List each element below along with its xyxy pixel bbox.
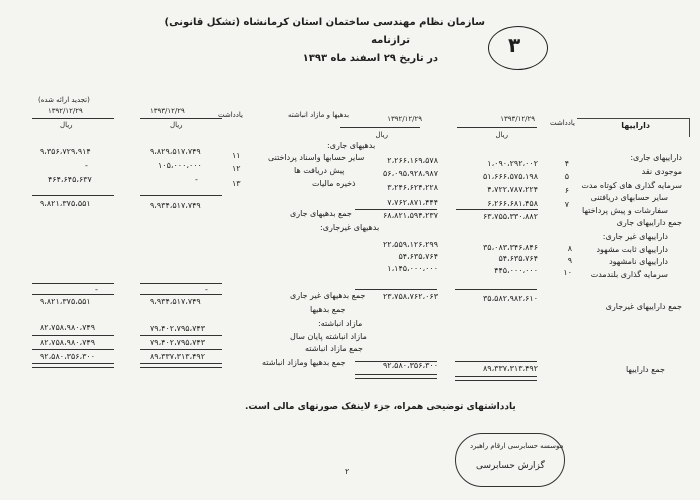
surplus-end-y1: ۷۹،۴۰۲،۷۹۵،۷۴۳ bbox=[150, 324, 206, 333]
liab-row-label-2: ذخیره مالیات bbox=[312, 179, 356, 188]
assets-grand-total-y1: ۸۹،۳۳۷،۳۱۳،۴۹۲ bbox=[482, 364, 538, 373]
assets-noncurrent-col1-rule bbox=[455, 289, 537, 290]
surplus-total-y1: ۷۹،۴۰۲،۷۹۵،۷۴۳ bbox=[150, 338, 206, 347]
assets-noncurrent-total-label: جمع داراییهای غیرجاری bbox=[605, 302, 682, 311]
liab-restated-label: (تجدید ارائه شده) bbox=[38, 96, 90, 104]
document-title: ترازنامه bbox=[371, 35, 410, 46]
assets-col1-date: ۱۳۹۳/۱۲/۲۹ bbox=[500, 115, 535, 123]
assets-notes-header: یادداشت bbox=[550, 119, 575, 127]
assets-grand-col1-double-rule bbox=[455, 376, 537, 381]
liab-row-y2-0: ۹،۳۵۶،۷۲۹،۹۱۴ bbox=[40, 147, 91, 156]
liab-noncurrent-total-y2: - bbox=[95, 285, 98, 294]
surplus-total-y2: ۸۲،۷۵۸،۹۸۰،۷۴۹ bbox=[40, 338, 96, 347]
assets-header: داراییها bbox=[621, 121, 650, 130]
asset-row-label-3: سفارشات و پیش پرداختها bbox=[582, 206, 668, 215]
document-date: در تاریخ ۲۹ اسفند ماه ۱۳۹۳ bbox=[302, 53, 438, 64]
auditor-stamp-line1: موسسه حسابرسی ارقام راهبرد bbox=[470, 442, 564, 450]
liab-total-y1: ۹،۹۳۴،۵۱۷،۷۴۹ bbox=[150, 297, 201, 306]
liab-row-y1-1: ۱۰۵،۰۰۰،۰۰۰ bbox=[158, 161, 202, 170]
liab-grand-col2-double-rule bbox=[32, 363, 114, 368]
liab-row-note-0: ۱۱ bbox=[232, 151, 241, 160]
liab-row-label-1: پیش دریافت ها bbox=[294, 166, 345, 175]
asset-row-label-0: موجودی نقد bbox=[641, 167, 682, 176]
footer-note: یادداشتهای توضیحی همراه، جزء لاینفک صورتهای مالی است. bbox=[245, 402, 516, 412]
surplus-total-label: جمع مازاد انباشته bbox=[305, 344, 363, 353]
liab-total-y2: ۹،۸۲۱،۳۷۵،۵۵۱ bbox=[40, 297, 91, 306]
liab-noncurrent-total-label: جمع بدهیهای غیر جاری bbox=[290, 291, 366, 300]
liab-current-total-y1: ۹،۹۳۴،۵۱۷،۷۴۹ bbox=[150, 201, 201, 210]
page-number-badge-text: ۳ bbox=[508, 33, 521, 57]
liab-grand-total-y2: ۹۲،۵۸۰،۳۵۶،۳۰۰ bbox=[40, 352, 96, 361]
assets-col1-header-rule bbox=[457, 127, 537, 128]
asset-noncurrent-label-1: داراییهای نامشهود bbox=[609, 257, 668, 266]
liab-current-col1-rule bbox=[140, 195, 222, 196]
auditor-stamp-line2: گزارش حسابرسی bbox=[476, 461, 545, 471]
assets-noncurrent-total-y1: ۳۵،۵۸۲،۹۸۲،۶۱۰ bbox=[482, 294, 538, 303]
liab-grand-col1-rule bbox=[140, 349, 222, 350]
asset-row-label-2: سایر حسابهای دریافتنی bbox=[590, 193, 668, 202]
liab-col1-date: ۱۳۹۳/۱۲/۲۹ bbox=[150, 107, 185, 115]
liab-current-heading: بدهیهای جاری: bbox=[327, 141, 376, 150]
liab-noncurrent-col2-rule bbox=[32, 283, 114, 284]
asset-row-y1-3: ۶،۲۶۶،۶۸۱،۴۵۸ bbox=[487, 199, 538, 208]
surplus-col2-rule bbox=[32, 335, 114, 336]
asset-row-note-0: ۴ bbox=[564, 159, 569, 168]
liab-noncurrent-col1-rule bbox=[140, 283, 222, 284]
asset-noncurrent-note-0: ۸ bbox=[567, 244, 572, 253]
asset-noncurrent-note-2: ۱۰ bbox=[563, 268, 572, 277]
asset-noncurrent-y1-0: ۳۵،۰۸۳،۳۴۶،۸۴۶ bbox=[482, 243, 538, 252]
assets-current-col2-rule bbox=[355, 209, 437, 210]
liab-row-y2-1: - bbox=[85, 161, 88, 170]
liab-grand-total-label: جمع بدهیها ومازاد انباشته bbox=[262, 358, 346, 367]
liab-col2-unit: ریال bbox=[60, 121, 73, 129]
liab-col1-unit: ریال bbox=[170, 121, 183, 129]
organization-title: سازمان نظام مهندسی ساختمان استان کرمانشاه (تشکل قانونی) bbox=[164, 17, 485, 28]
liab-total-col1-rule bbox=[140, 294, 222, 295]
liab-col1-header-rule bbox=[140, 118, 222, 119]
asset-noncurrent-y1-2: ۴۴۵،۰۰۰،۰۰۰ bbox=[494, 266, 538, 275]
liab-total-col2-rule bbox=[32, 294, 114, 295]
asset-noncurrent-label-2: سرمایه گذاری بلندمدت bbox=[590, 270, 668, 279]
liab-col2-header-rule bbox=[32, 118, 114, 119]
assets-noncurrent-heading: داراییهای غیر جاری: bbox=[602, 232, 668, 241]
surplus-end-label: مازاد انباشته پایان سال bbox=[290, 332, 367, 341]
assets-current-total-y1: ۶۳،۷۵۵،۳۳۰،۸۸۲ bbox=[482, 212, 538, 221]
liab-grand-total-y1: ۸۹،۳۳۷،۳۱۳،۴۹۲ bbox=[150, 352, 206, 361]
footer-page-number: ۲ bbox=[345, 467, 350, 476]
asset-noncurrent-y2-1: ۵۴،۶۳۵،۷۶۴ bbox=[398, 252, 438, 261]
assets-col1-unit: ریال bbox=[495, 131, 508, 139]
asset-row-note-1: ۵ bbox=[564, 172, 569, 181]
asset-row-y2-0: ۲،۲۶۶،۱۶۹،۵۷۸ bbox=[387, 156, 438, 165]
liab-header: بدهیها و مازاد انباشته bbox=[288, 111, 350, 119]
assets-current-total-y2: ۶۸،۸۲۱،۵۹۴،۲۳۷ bbox=[382, 211, 438, 220]
liab-row-y1-2: - bbox=[195, 175, 198, 184]
assets-grand-total-label: جمع داراییها bbox=[625, 365, 665, 374]
assets-noncurrent-col2-rule bbox=[355, 289, 437, 290]
assets-current-heading: داراییهای جاری: bbox=[630, 153, 682, 162]
asset-noncurrent-y2-0: ۲۲،۵۵۹،۱۲۶،۲۹۹ bbox=[382, 240, 438, 249]
assets-col2-date: ۱۳۹۲/۱۲/۲۹ bbox=[387, 115, 422, 123]
asset-noncurrent-label-0: داراییهای ثابت مشهود bbox=[596, 245, 668, 254]
assets-col2-header-rule bbox=[340, 127, 420, 128]
asset-row-y2-2: ۳،۲۴۶،۶۲۴،۲۲۸ bbox=[387, 183, 438, 192]
assets-col2-unit: ریال bbox=[375, 131, 388, 139]
asset-row-label-1: سرمایه گذاری های کوتاه مدت bbox=[581, 181, 682, 190]
liab-noncurrent-total-y1: - bbox=[205, 285, 208, 294]
liab-row-note-2: ۱۳ bbox=[232, 179, 241, 188]
liab-current-total-y2: ۹،۸۲۱،۳۷۵،۵۵۱ bbox=[40, 199, 91, 208]
assets-header-bracket bbox=[577, 118, 690, 137]
surplus-heading: مازاد انباشته: bbox=[318, 319, 363, 328]
surplus-col1-rule bbox=[140, 335, 222, 336]
asset-noncurrent-note-1: ۹ bbox=[567, 256, 572, 265]
liab-total-label: جمع بدهیها bbox=[310, 305, 346, 314]
assets-current-total-label: جمع داراییهای جاری bbox=[616, 218, 682, 227]
assets-current-col1-rule bbox=[456, 209, 538, 210]
assets-noncurrent-total-y2: ۲۳،۷۵۸،۷۶۲،۰۶۳ bbox=[382, 292, 438, 301]
surplus-end-y2: ۸۲،۷۵۸،۹۸۰،۷۴۹ bbox=[40, 323, 96, 332]
liab-grand-col2-rule bbox=[32, 349, 114, 350]
assets-grand-total-y2: ۹۲،۵۸۰،۳۵۶،۳۰۰ bbox=[382, 361, 438, 370]
assets-grand-col1-rule bbox=[455, 361, 537, 362]
liab-current-col2-rule bbox=[32, 195, 114, 196]
asset-noncurrent-y2-2: ۱،۱۴۵،۰۰۰،۰۰۰ bbox=[387, 264, 438, 273]
asset-row-y2-3: ۷،۷۶۲،۸۷۱،۴۴۴ bbox=[387, 198, 438, 207]
liab-notes-header: یادداشت bbox=[218, 111, 243, 119]
liab-row-label-0: سایر حسابها واسناد پرداختنی bbox=[268, 153, 365, 162]
liab-grand-col1-double-rule bbox=[140, 363, 222, 368]
asset-row-note-3: ۷ bbox=[564, 200, 569, 209]
asset-row-y1-0: ۱،۰۹۰،۲۹۲،۰۰۲ bbox=[487, 159, 538, 168]
liab-col2-date: ۱۳۹۲/۱۲/۲۹ bbox=[48, 107, 83, 115]
asset-row-y1-1: ۵۱،۶۶۶،۵۷۵،۱۹۸ bbox=[482, 172, 538, 181]
liab-row-note-1: ۱۲ bbox=[232, 164, 241, 173]
liab-row-y1-0: ۹،۸۲۹،۵۱۷،۷۴۹ bbox=[150, 147, 201, 156]
asset-row-note-2: ۶ bbox=[564, 186, 569, 195]
asset-row-y1-2: ۴،۷۲۲،۷۸۷،۲۲۴ bbox=[487, 185, 538, 194]
liab-row-y2-2: ۴۶۴،۶۴۵،۶۳۷ bbox=[48, 175, 92, 184]
assets-grand-col2-double-rule bbox=[355, 374, 437, 379]
asset-noncurrent-y1-1: ۵۴،۶۳۵،۷۶۴ bbox=[498, 254, 538, 263]
liab-noncurrent-heading: بدهیهای غیرجاری: bbox=[320, 223, 380, 232]
liab-current-total-label: جمع بدهیهای جاری bbox=[290, 209, 352, 218]
asset-row-y2-1: ۵۶،۰۹۵،۹۲۸،۹۸۷ bbox=[382, 169, 438, 178]
